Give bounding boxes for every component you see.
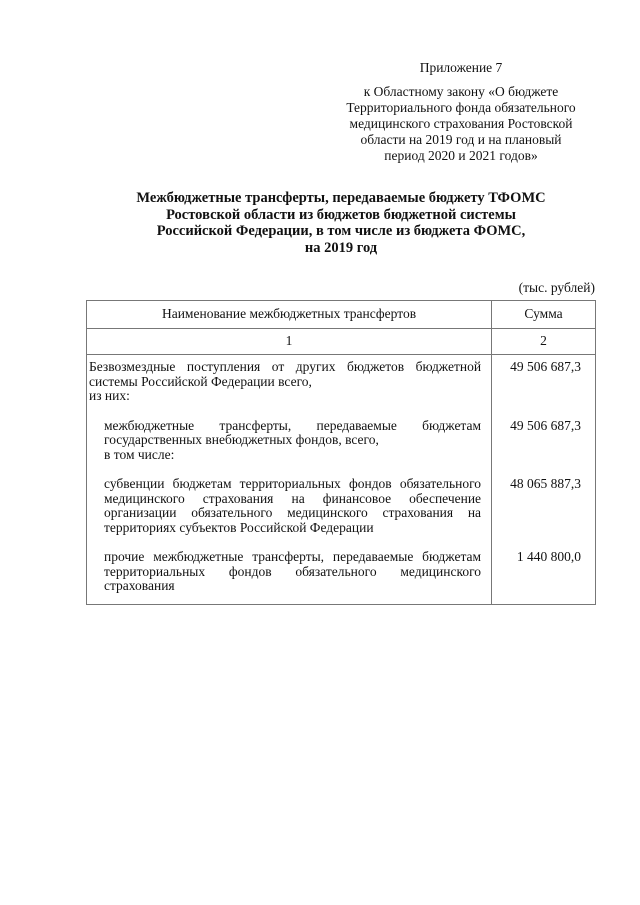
appendix-line: области на 2019 год и на плановый: [360, 132, 562, 147]
units-label: (тыс. рублей): [518, 280, 595, 295]
column-number: 2: [492, 328, 596, 355]
transfer-name: прочие межбюджетные трансферты, передаваемые бюджетам территориальных фондов обязательного медицинского страхования: [104, 549, 482, 593]
column-number-row: [87, 328, 596, 355]
table-row: [87, 414, 596, 473]
transfer-amount: 49 506 687,3: [492, 414, 596, 473]
title-line: на 2019 год: [304, 239, 378, 256]
appendix-number: Приложение 7: [419, 60, 503, 75]
title-line: Российской Федерации, в том числе из бюджета ФОМС,: [156, 223, 526, 239]
title-line: Ростовской области из бюджетов бюджетной системы: [166, 206, 516, 223]
table-row: [87, 355, 596, 414]
title-line: Межбюджетные трансферты, передаваемые бюджету ТФОМС: [136, 190, 546, 206]
transfer-name-tail: в том числе:: [104, 446, 175, 462]
transfer-amount: 48 065 887,3: [492, 472, 596, 545]
transfer-name: межбюджетные трансферты, передаваемые бюджетам государственных внебюджетных фондов, всего,: [104, 417, 482, 447]
document-title: [86, 190, 596, 256]
appendix-line: период 2020 и 2021 годов»: [384, 148, 538, 163]
table-row: [87, 545, 596, 604]
transfer-name-cell: [87, 414, 492, 473]
header-name: Наименование межбюджетных трансфертов: [87, 301, 492, 329]
transfer-amount: 49 506 687,3: [492, 355, 596, 414]
transfer-amount: 1 440 800,0: [492, 545, 596, 604]
transfer-name-cell: [87, 472, 492, 545]
transfer-name-tail: из них:: [89, 388, 130, 403]
transfer-name-cell: [87, 545, 492, 604]
transfers-table: [86, 300, 596, 605]
appendix-line: к Областному закону «О бюджете: [363, 84, 559, 99]
appendix-line: медицинского страхования Ростовской: [349, 116, 573, 131]
table-header-row: [87, 301, 596, 329]
table-row: [87, 472, 596, 545]
appendix-reference: [330, 60, 592, 164]
transfer-name-cell: [87, 355, 492, 414]
appendix-line: Территориального фонда обязательного: [346, 100, 576, 115]
transfer-name: Безвозмездные поступления от других бюджетов бюджетной системы Российской Федерации всего,: [89, 359, 482, 389]
column-number: 1: [87, 328, 492, 355]
transfer-name: субвенции бюджетам территориальных фондов обязательного медицинского страхования на финансовое обеспечение организации обязательного медицинского страхования на территориях субъектов Российской Федерации: [104, 476, 482, 535]
header-amount: Сумма: [492, 301, 596, 329]
